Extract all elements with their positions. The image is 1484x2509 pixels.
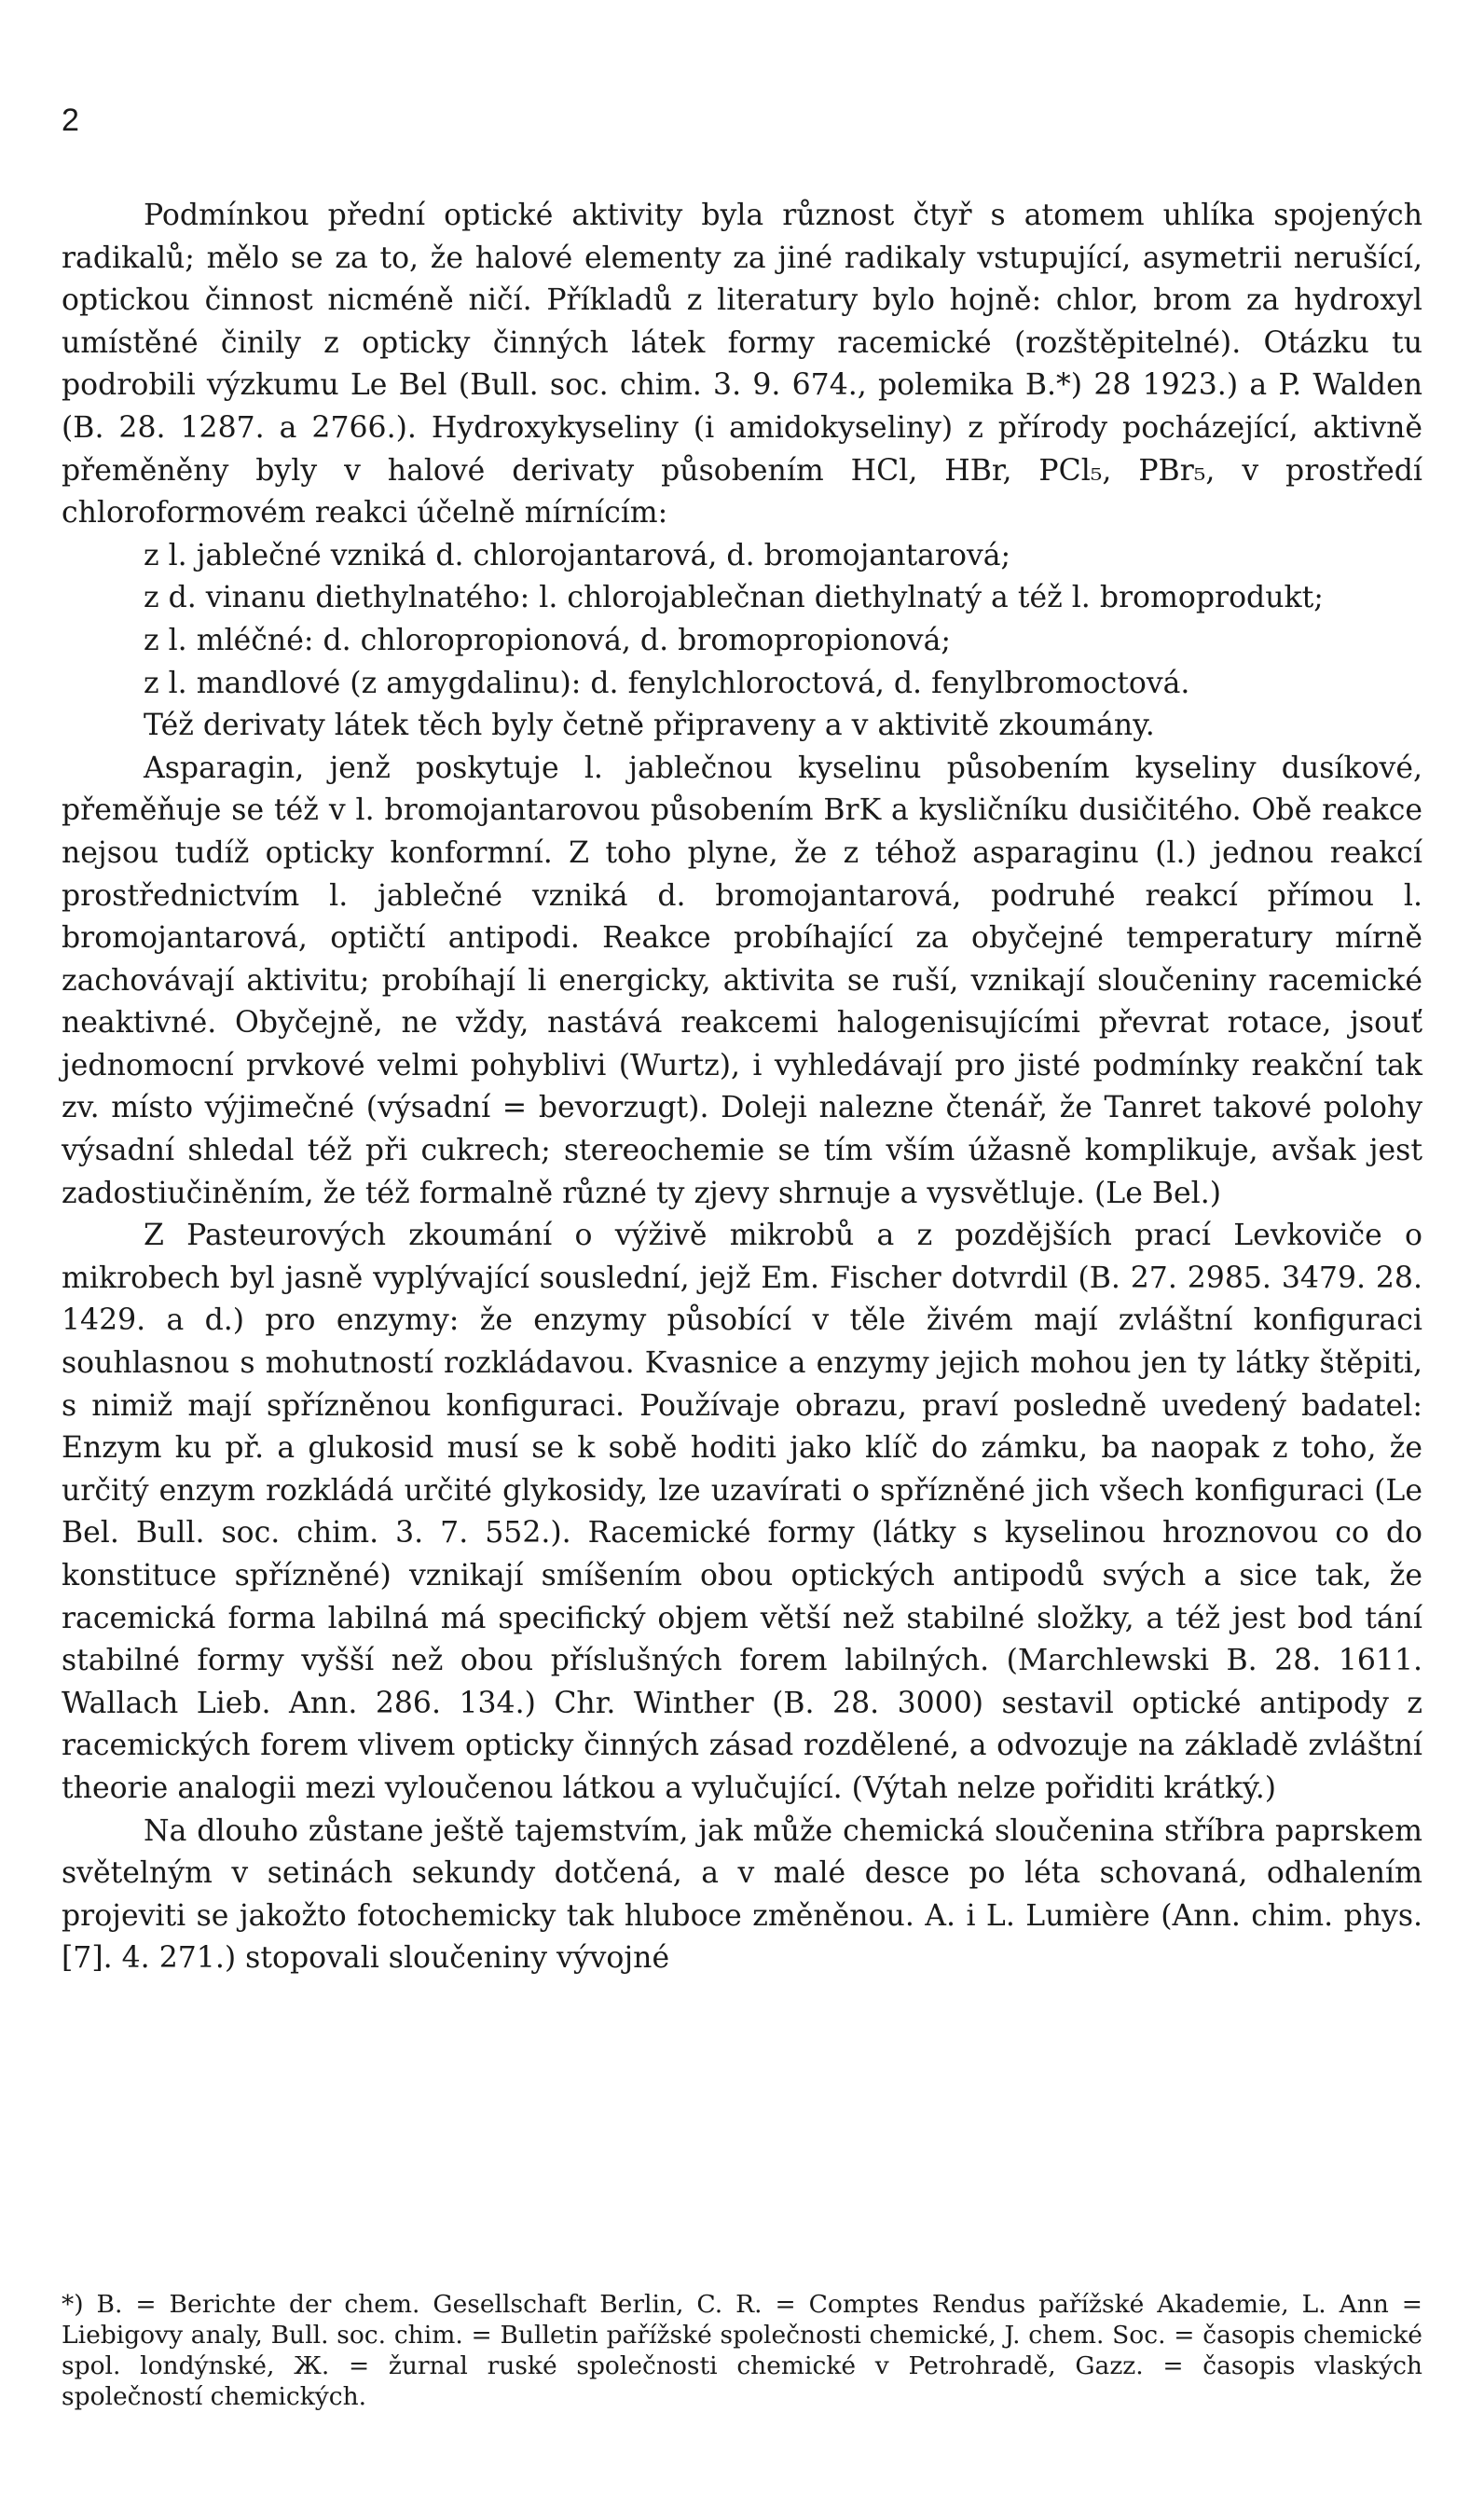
list-item: z l. jablečné vzniká d. chlorojantarová, d. bromojantarová;: [144, 538, 1011, 572]
page-number: 2: [62, 103, 79, 138]
paragraph-photochemistry: Na dlouho zůstane ještě tajemstvím, jak může chemická sloučenina stříbra paprskem světelným v setinách sekundy dotčená, a v malé desce po léta schovaná, odhalením projeviti se jakožto fotochemicky tak hluboce změněnou. A. i L. Lumière (Ann. chim. phys. [7]. 4. 271.) stopovali sloučeniny vývojné: [62, 1813, 1422, 1976]
paragraph-pasteur: Z Pasteurových zkoumání o výživě mikrobů a z pozdějších prací Levkoviče o mikrobech byl jasně vyplývající souslední, jejž Em. Fischer dotvrdil (B. 27. 2985. 3479. 28. 1429. a d.) pro enzymy: že enzymy působící v těle živém mají zvláštní konfiguraci souhlasnou s mohutností rozkládavou. Kvasnice a enzymy jejich mohou jen ty látky štěpiti, s nimiž mají spřízněnou konfiguraci. Používaje obrazu, praví posledně uvedený badatel: Enzym ku př. a glukosid musí se k sobě hoditi jako klíč do zámku, ba naopak z toho, že určitý enzym rozkládá určité glykosidy, lze uzavírati o spřízněné jich všech konfiguraci (Le Bel. Bull. soc. chim. 3. 7. 552.). Racemické formy (látky s kyselinou hroznovou co do konstituce spřízněné) vznikají smíšením obou optických antipodů svých a sice tak, že racemická forma labilná má specifický objem větší než stabilné složky, a též jest bod tání stabilné formy vyšší než obou příslušných forem labilných. (Marchlewski B. 28. 1611. Wallach Lieb. Ann. 286. 134.) Chr. Winther (B. 28. 3000) sestavil optické antipody z racemických forem vlivem opticky činných zásad rozdělené, a odvozuje na základě zvláštní theorie analogii mezi vyloučenou látkou a vylučující. (Výtah nelze pořiditi krátký.): [62, 1219, 1422, 1805]
list-item: z l. mléčné: d. chloropropionová, d. bromopropionová;: [144, 623, 951, 657]
list-item: z l. mandlové (z amygdalinu): d. fenylchloroctová, d. fenylbromoctová.: [144, 666, 1190, 700]
paragraph-optical-activity: Podmínkou přední optické aktivity byla různost čtyř s atomem uhlíka spojených radikalů; mělo se za to, že halové elementy za jiné radikaly vstupující, asymetrii nerušící, optickou činnost nicméně ničí. Příkladů z literatury bylo hojně: chlor, brom za hydroxyl umístěné činily z opticky činných látek formy racemické (rozštěpitelné). Otázku tu podrobili výzkumu Le Bel (Bull. soc. chim. 3. 9. 674., polemika B.*) 28 1923.) a P. Walden (B. 28. 1287. a 2766.). Hydroxykyseliny (i amidokyseliny) z přírody pocházející, aktivně přeměněny byly v halové derivaty působením HCl, HBr, PCl₅, PBr₅, v prostředí chloroformovém reakci účelně mírnícím:: [62, 199, 1422, 531]
paragraph-derivatives: Též derivaty látek těch byly četně připraveny a v aktivitě zkoumány.: [144, 709, 1155, 743]
footnote: *) B. = Berichte der chem. Gesellschaft Berlin, C. R. = Comptes Rendus pařížské Akademie, L. Ann = Liebigovy analy, Bull. soc. chim. = Bulletin pařížské společnosti chemické, J. chem. Soc. = časopis chemické spol. londýnské, Ж. = žurnal ruské společnosti chemické v Petrohradě, Gazz. = časopis vlaských společností chemických.: [62, 2290, 1422, 2411]
paragraph-asparagin: Asparagin, jenž poskytuje l. jablečnou kyselinu působením kyseliny dusíkové, přeměňuje se též v l. bromojantarovou působením BrK a kysličníku dusičitého. Obě reakce nejsou tudíž opticky konformní. Z toho plyne, že z téhož asparaginu (l.) jednou reakcí prostřednictvím l. jablečné vzniká d. bromojantarová, podruhé reakcí přímou l. bromojantarová, optičtí antipodi. Reakce probíhající za obyčejné temperatury mírně zachovávají aktivitu; probíhají li energicky, aktivita se ruší, vznikají sloučeniny racemické neaktivné. Obyčejně, ne vždy, nastává reakcemi halogenisujícími převrat rotace, jsouť jednomocní prvkové velmi pohyblivi (Wurtz), i vyhledávají pro jisté podmínky reakční tak zv. místo výjimečné (výsadní = bevorzugt). Doleji nalezne čtenář, že Tanret takové polohy výsadní shledal též při cukrech; stereochemie se tím vším úžasně komplikuje, avšak jest zadostiučiněním, že též formalně různé ty zjevy shrnuje a vysvětluje. (Le Bel.): [62, 751, 1422, 1210]
list-item: z d. vinanu diethylnatého: l. chlorojablečnan diethylnatý a též l. bromoprodukt;: [144, 581, 1324, 615]
